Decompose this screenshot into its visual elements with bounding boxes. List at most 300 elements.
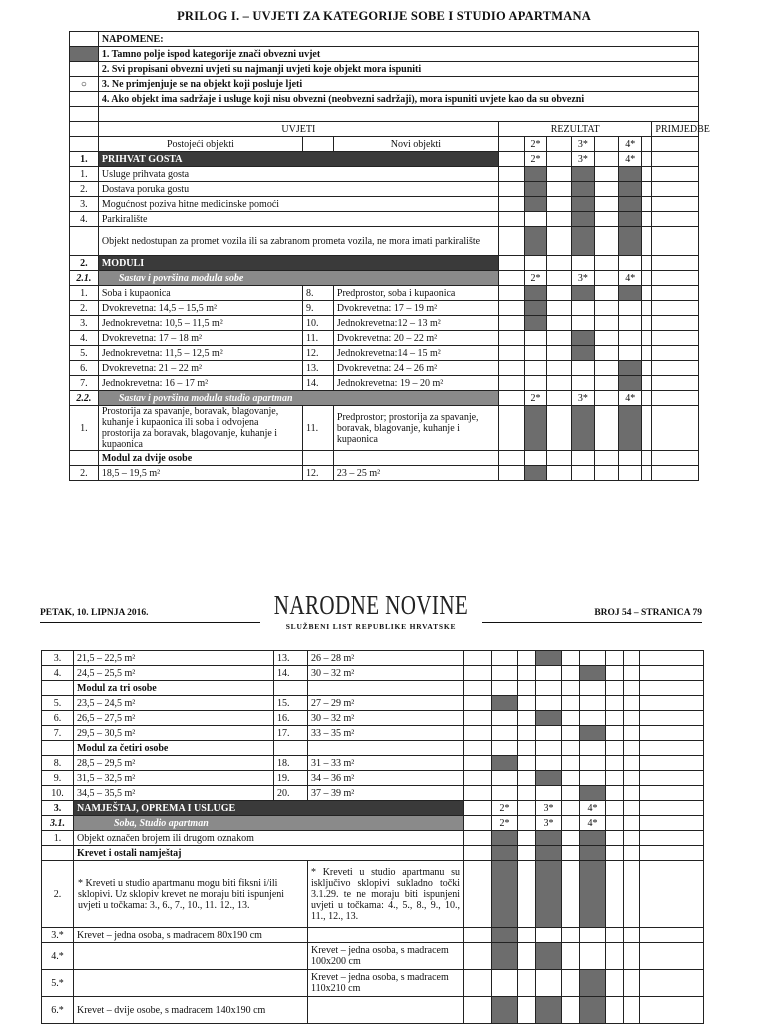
empty-cell (464, 741, 492, 756)
empty-cell (640, 681, 704, 696)
empty-cell (642, 182, 652, 197)
empty-cell (464, 786, 492, 801)
mandatory-cell (536, 846, 562, 861)
empty-cell (640, 786, 704, 801)
table-row (70, 316, 699, 331)
empty-cell (640, 970, 704, 997)
empty-cell (498, 286, 524, 301)
empty-cell (308, 928, 464, 943)
empty-cell (536, 970, 562, 997)
table-row (70, 182, 699, 197)
empty-cell (536, 681, 562, 696)
table-cell: 16. (274, 711, 308, 726)
mandatory-cell (492, 846, 518, 861)
table-cell: 18,5 – 19,5 m² (98, 466, 302, 481)
empty-cell (642, 167, 652, 182)
empty-cell (308, 997, 464, 1024)
empty-cell (642, 361, 652, 376)
empty-cell (536, 666, 562, 681)
empty-cell (580, 741, 606, 756)
table-cell: 3* (536, 801, 562, 816)
notes-heading: NAPOMENE: (98, 32, 698, 47)
empty-cell (562, 771, 580, 786)
empty-cell (74, 970, 308, 997)
table-cell: 9. (42, 771, 74, 786)
issue-date: PETAK, 10. LIPNJA 2016. (40, 608, 149, 618)
empty-cell (536, 741, 562, 756)
table-row (70, 346, 699, 361)
empty-cell (464, 831, 492, 846)
empty-cell (498, 152, 524, 167)
table-cell: 11. (302, 331, 333, 346)
table-cell: 1. (42, 831, 74, 846)
empty-cell (652, 466, 699, 481)
header-rule-right (482, 622, 702, 623)
table-cell: 1. (70, 406, 99, 451)
mandatory-cell (524, 286, 547, 301)
empty-cell (562, 928, 580, 943)
empty-cell (572, 301, 595, 316)
table-cell: 1. (70, 167, 99, 182)
table-cell: 37 – 39 m² (308, 786, 464, 801)
table-cell: 23 – 25 m² (333, 466, 498, 481)
empty-cell (498, 301, 524, 316)
empty-cell (652, 286, 699, 301)
empty-cell (464, 943, 492, 970)
empty-cell (464, 846, 492, 861)
empty-cell (518, 801, 536, 816)
empty-cell (594, 316, 619, 331)
mandatory-cell (524, 406, 547, 451)
empty-cell (652, 346, 699, 361)
empty-cell (594, 361, 619, 376)
section-soba-studio: Soba, Studio apartman (74, 816, 464, 831)
empty-cell (498, 197, 524, 212)
table-cell: * Kreveti u studio apartmanu mogu biti fiksni i/ili sklopivi. Uz sklopiv krevet ne moraju biti ispunjeni uvjeti u točkama: 3., 6., 7., 10., 11. 12., 13. (74, 861, 308, 928)
empty-cell (606, 771, 624, 786)
table-cell: 2. (70, 256, 99, 271)
empty-cell (302, 137, 333, 152)
note-2: 2. Svi propisani obvezni uvjeti su najmanji uvjeti koje objekt mora ispuniti (98, 62, 698, 77)
mandatory-cell (524, 301, 547, 316)
empty-cell (580, 711, 606, 726)
mandatory-cell (524, 466, 547, 481)
section-prihvat-gosta: PRIHVAT GOSTA (98, 152, 498, 167)
mandatory-cell (580, 846, 606, 861)
table-cell: Dvokrevetna: 17 – 19 m² (333, 301, 498, 316)
empty-cell (624, 756, 640, 771)
empty-cell (624, 928, 640, 943)
newspaper-header (40, 590, 702, 631)
mandatory-cell (492, 696, 518, 711)
empty-cell (580, 681, 606, 696)
mandatory-cell (572, 197, 595, 212)
empty-cell (619, 451, 642, 466)
mandatory-cell (619, 286, 642, 301)
empty-cell (562, 681, 580, 696)
empty-cell (619, 466, 642, 481)
empty-cell (624, 861, 640, 928)
mandatory-cell (492, 997, 518, 1024)
table-cell: 27 – 29 m² (308, 696, 464, 711)
empty-cell (464, 861, 492, 928)
empty-cell (562, 801, 580, 816)
mandatory-cell (572, 182, 595, 197)
table-cell: Usluge prihvata gosta (98, 167, 498, 182)
note-row-2 (70, 62, 699, 77)
empty-cell (652, 391, 699, 406)
note-row-4 (70, 92, 699, 107)
mandatory-cell (580, 726, 606, 741)
empty-cell (642, 301, 652, 316)
empty-cell (518, 928, 536, 943)
table-cell: Jednokrevetna:14 – 15 m² (333, 346, 498, 361)
mandatory-cell (580, 831, 606, 846)
empty-cell (619, 256, 642, 271)
table-cell: 6. (70, 361, 99, 376)
empty-cell (594, 182, 619, 197)
empty-cell (518, 696, 536, 711)
empty-cell (518, 943, 536, 970)
empty-cell (562, 786, 580, 801)
table-cell: 4* (580, 801, 606, 816)
mandatory-cell (492, 928, 518, 943)
table-row (42, 997, 704, 1024)
empty-cell (562, 816, 580, 831)
empty-cell (518, 756, 536, 771)
empty-cell (642, 137, 652, 152)
empty-cell (642, 227, 652, 256)
uvjeti-header: UVJETI (98, 122, 498, 137)
empty-cell (624, 726, 640, 741)
table-cell: Dostava poruka gostu (98, 182, 498, 197)
table-cell: 31,5 – 32,5 m² (74, 771, 274, 786)
mandatory-cell (524, 316, 547, 331)
empty-cell (624, 846, 640, 861)
empty-cell (562, 666, 580, 681)
empty-cell (464, 997, 492, 1024)
empty-cell (624, 801, 640, 816)
mandatory-cell (619, 376, 642, 391)
empty-cell (606, 861, 624, 928)
empty-cell (464, 756, 492, 771)
empty-cell (518, 771, 536, 786)
empty-cell (492, 666, 518, 681)
table-cell: * Kreveti u studio apartmanu su isključivo sklopivi sukladno točki 3.1.29. te ne moraju biti ispunjeni uvjeti u točkama: 4., 5., 8., 9., 10., 11., 12., 13. (308, 861, 464, 928)
empty-cell (547, 376, 572, 391)
empty-cell (580, 771, 606, 786)
table-cell: 2. (42, 861, 74, 928)
table-cell: Krevet – jedna osoba, s madracem 80x190 cm (74, 928, 308, 943)
empty-cell (572, 376, 595, 391)
empty-cell (536, 786, 562, 801)
table-row (42, 726, 704, 741)
empty-cell (492, 726, 518, 741)
mandatory-cell (619, 182, 642, 197)
mandatory-cell (536, 997, 562, 1024)
empty-cell (562, 696, 580, 711)
empty-cell (606, 756, 624, 771)
subheading-row (70, 451, 699, 466)
empty-cell (642, 316, 652, 331)
mandatory-cell (524, 167, 547, 182)
empty-cell (464, 696, 492, 711)
empty-cell (652, 182, 699, 197)
empty-cell (547, 227, 572, 256)
empty-cell (562, 846, 580, 861)
table-cell: 3. (70, 316, 99, 331)
empty-cell (498, 361, 524, 376)
masthead-logo: NARODNE NOVINE (273, 590, 469, 620)
table-cell: 5. (70, 346, 99, 361)
empty-cell (594, 197, 619, 212)
table-cell: 12. (302, 466, 333, 481)
empty-cell (464, 816, 492, 831)
empty-cell (652, 451, 699, 466)
empty-cell (562, 711, 580, 726)
section-sastav-studio: Sastav i površina modula studio apartman (98, 391, 498, 406)
empty-cell (606, 801, 624, 816)
table-cell: 26,5 – 27,5 m² (74, 711, 274, 726)
empty-cell (524, 376, 547, 391)
empty-cell (518, 831, 536, 846)
table-cell: 34,5 – 35,5 m² (74, 786, 274, 801)
table-cell: 1. (70, 286, 99, 301)
table-cell: Jednokrevetna: 19 – 20 m² (333, 376, 498, 391)
empty-cell (524, 212, 547, 227)
empty-cell (498, 182, 524, 197)
empty-cell (498, 391, 524, 406)
empty-cell (652, 361, 699, 376)
empty-cell (594, 406, 619, 451)
empty-cell (536, 696, 562, 711)
column-header-row-2 (70, 137, 699, 152)
table-cell: 12. (302, 346, 333, 361)
empty-cell (624, 771, 640, 786)
empty-cell (624, 997, 640, 1024)
mandatory-cell (524, 182, 547, 197)
empty-cell (562, 997, 580, 1024)
empty-cell (464, 928, 492, 943)
mandatory-cell (572, 212, 595, 227)
empty-cell (640, 741, 704, 756)
empty-cell (652, 197, 699, 212)
table-row (42, 696, 704, 711)
empty-cell (594, 212, 619, 227)
table-cell: 5. (42, 696, 74, 711)
table-cell: 3.* (42, 928, 74, 943)
table-cell: 3. (70, 197, 99, 212)
mandatory-cell (572, 286, 595, 301)
empty-cell (642, 271, 652, 286)
empty-cell (594, 256, 619, 271)
table-cell: Dvokrevetna: 21 – 22 m² (98, 361, 302, 376)
mandatory-cell (580, 861, 606, 928)
table-cell: 10. (42, 786, 74, 801)
empty-cell (606, 831, 624, 846)
empty-cell (547, 451, 572, 466)
section-row-prihvat (70, 152, 699, 167)
table-row (42, 970, 704, 997)
empty-cell (606, 651, 624, 666)
table-cell: 14. (302, 376, 333, 391)
modul-dvije-osobe: Modul za dvije osobe (98, 451, 302, 466)
empty-cell (594, 227, 619, 256)
empty-cell (547, 271, 572, 286)
table-row (70, 301, 699, 316)
empty-cell (624, 831, 640, 846)
table-cell: 2* (492, 816, 518, 831)
empty-cell (464, 726, 492, 741)
empty-cell (594, 331, 619, 346)
empty-cell (594, 167, 619, 182)
empty-cell (594, 271, 619, 286)
empty-cell (547, 316, 572, 331)
table-row (70, 466, 699, 481)
section-namjestaj: NAMJEŠTAJ, OPREMA I USLUGE (74, 801, 464, 816)
empty-cell (640, 696, 704, 711)
empty-cell (642, 346, 652, 361)
empty-cell (98, 107, 698, 122)
conditions-table-1 (69, 31, 710, 481)
table-cell: 30 – 32 m² (308, 666, 464, 681)
table-row (70, 212, 699, 227)
table-row (70, 286, 699, 301)
rezultat-header: REZULTAT (498, 122, 652, 137)
empty-cell (536, 726, 562, 741)
empty-cell (518, 651, 536, 666)
empty-cell (308, 741, 464, 756)
empty-cell (642, 331, 652, 346)
mandatory-cell (536, 711, 562, 726)
empty-cell (624, 786, 640, 801)
table-cell: 5.* (42, 970, 74, 997)
empty-cell (42, 681, 74, 696)
empty-cell (606, 741, 624, 756)
empty-cell (562, 861, 580, 928)
header-rule-left (40, 622, 260, 623)
empty-cell (333, 451, 498, 466)
empty-cell (42, 741, 74, 756)
empty-cell (518, 970, 536, 997)
issue-number: BROJ 54 – STRANICA 79 (594, 608, 702, 618)
table-cell: 8. (302, 286, 333, 301)
table-cell: 9. (302, 301, 333, 316)
empty-cell (464, 771, 492, 786)
section-moduli: MODULI (98, 256, 498, 271)
empty-cell (308, 681, 464, 696)
table-cell: Dvokrevetna: 17 – 18 m² (98, 331, 302, 346)
empty-cell (547, 212, 572, 227)
mandatory-cell (580, 970, 606, 997)
table-cell: 3* (572, 391, 595, 406)
mandatory-cell (536, 651, 562, 666)
mandatory-cell (572, 331, 595, 346)
empty-cell (572, 316, 595, 331)
mandatory-cell (580, 997, 606, 1024)
empty-cell (642, 212, 652, 227)
empty-cell (624, 943, 640, 970)
empty-cell (518, 816, 536, 831)
mandatory-cell (536, 943, 562, 970)
empty-cell (492, 711, 518, 726)
circle-icon: ○ (70, 77, 99, 92)
mandatory-cell (572, 227, 595, 256)
empty-cell (594, 451, 619, 466)
empty-cell (572, 256, 595, 271)
empty-cell (536, 928, 562, 943)
table-row (42, 861, 704, 928)
empty-cell (524, 451, 547, 466)
mandatory-cell (524, 197, 547, 212)
table-row (42, 666, 704, 681)
empty-cell (524, 346, 547, 361)
parking-note: Objekt nedostupan za promet vozila ili sa zabranom prometa vozila, ne mora imati parkiralište (98, 227, 498, 256)
table-cell: 3.1. (42, 816, 74, 831)
empty-cell (498, 271, 524, 286)
table-cell: Jednokrevetna: 16 – 17 m² (98, 376, 302, 391)
empty-cell (640, 846, 704, 861)
empty-cell (624, 696, 640, 711)
subheading-row (42, 846, 704, 861)
mandatory-cell (580, 666, 606, 681)
primjedbe-header: PRIMJEDBE (652, 122, 699, 137)
table-cell: 33 – 35 m² (308, 726, 464, 741)
star-2-header: 2* (524, 137, 547, 152)
empty-cell (640, 943, 704, 970)
table-cell: 3* (536, 816, 562, 831)
table-cell: 15. (274, 696, 308, 711)
empty-cell (619, 346, 642, 361)
section-row-2-1 (70, 271, 699, 286)
empty-cell (498, 316, 524, 331)
empty-cell (547, 197, 572, 212)
empty-cell (652, 331, 699, 346)
empty-cell (547, 137, 572, 152)
table-cell: Jednokrevetna: 10,5 – 11,5 m² (98, 316, 302, 331)
table-cell: 2. (70, 182, 99, 197)
empty-cell (70, 62, 99, 77)
empty-cell (594, 466, 619, 481)
empty-cell (606, 666, 624, 681)
empty-cell (594, 137, 619, 152)
table-cell: 6.* (42, 997, 74, 1024)
empty-cell (652, 212, 699, 227)
empty-cell (524, 331, 547, 346)
mandatory-cell (580, 786, 606, 801)
mandatory-cell (619, 197, 642, 212)
table-cell: 31 – 33 m² (308, 756, 464, 771)
table-cell: Mogućnost poziva hitne medicinske pomoći (98, 197, 498, 212)
table-cell: 2.2. (70, 391, 99, 406)
empty-cell (492, 741, 518, 756)
empty-cell (464, 681, 492, 696)
mandatory-cell (619, 361, 642, 376)
section-row-3 (42, 801, 704, 816)
empty-cell (562, 651, 580, 666)
empty-cell (74, 943, 308, 970)
table-cell: Dvokrevetna: 20 – 22 m² (333, 331, 498, 346)
table-cell: 13. (274, 651, 308, 666)
empty-cell (606, 681, 624, 696)
empty-cell (642, 391, 652, 406)
table-cell: 4. (70, 212, 99, 227)
empty-cell (42, 846, 74, 861)
empty-cell (640, 801, 704, 816)
table-cell: 29,5 – 30,5 m² (74, 726, 274, 741)
table-row (70, 227, 699, 256)
empty-cell (562, 726, 580, 741)
